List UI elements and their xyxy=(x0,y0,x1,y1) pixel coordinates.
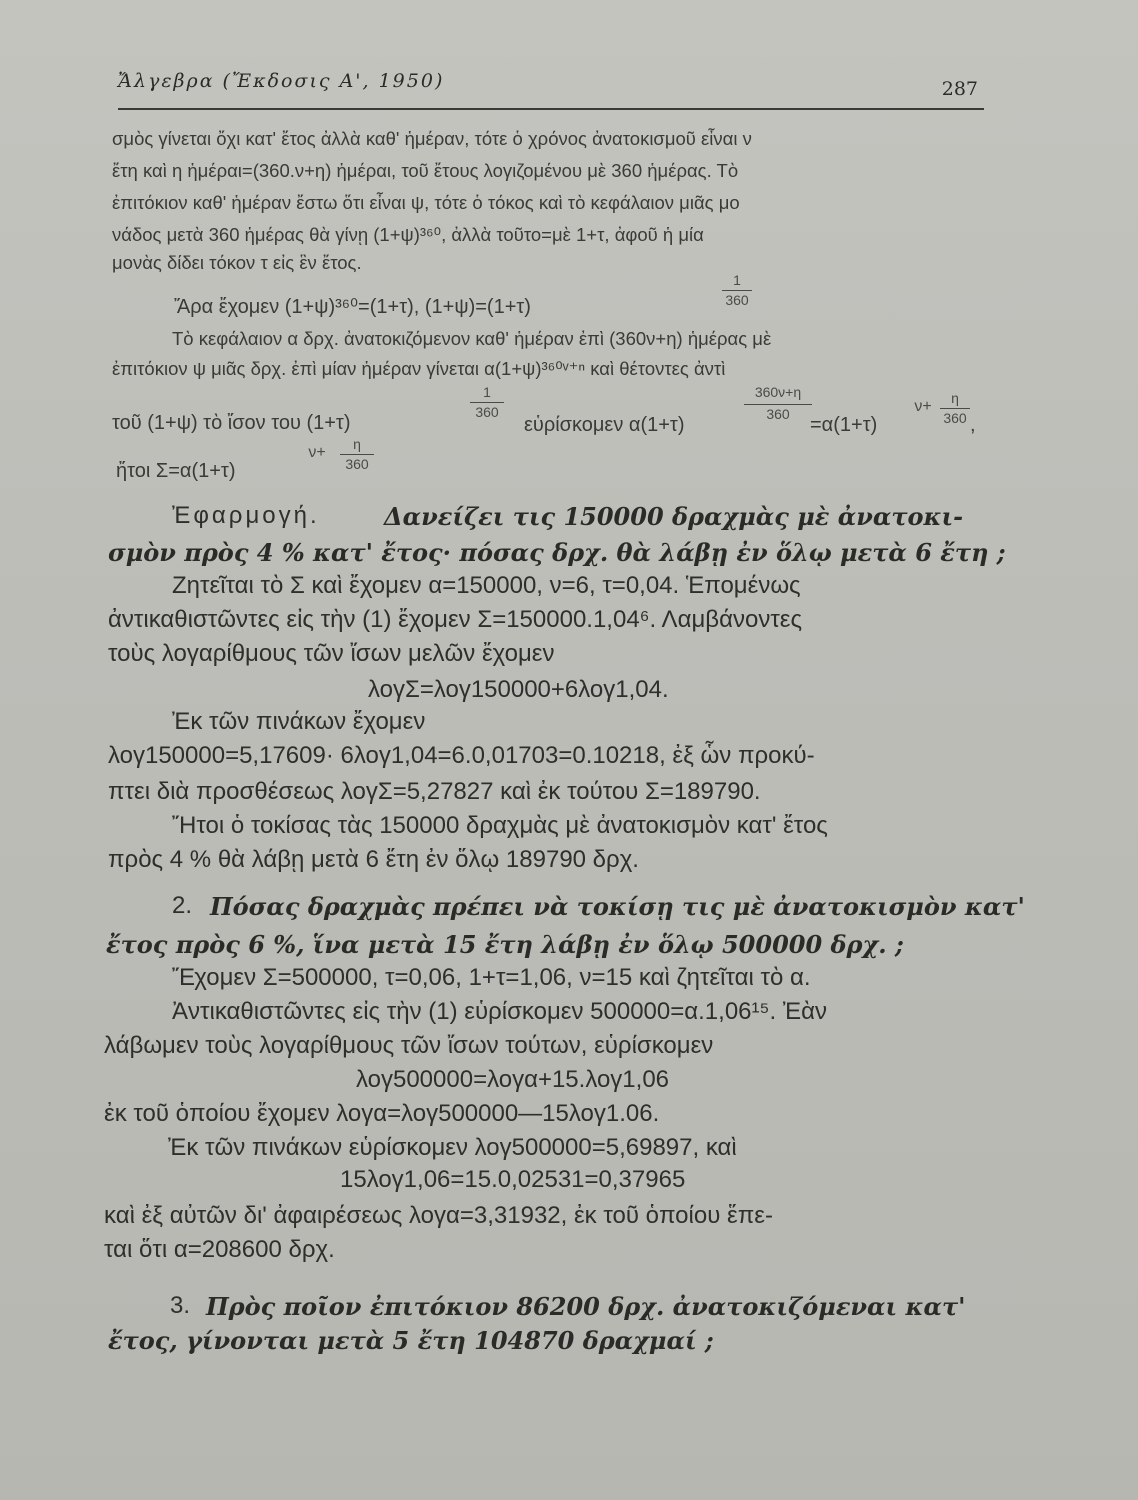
text-line: τοὺς λογαρίθμους τῶν ἴσων μελῶν ἔχομεν xyxy=(108,640,555,667)
text-line: ἀντικαθιστῶντες εἰς τὴν (1) ἔχομεν Σ=150000.1,04⁶. Λαμβάνοντες xyxy=(108,606,803,633)
text-line: νάδος μετὰ 360 ἡμέρας θὰ γίνῃ (1+ψ)³⁶⁰, ἀλλὰ τοῦτο=μὲ 1+τ, ἀφοῦ ἡ μία xyxy=(112,224,704,245)
text-line: Ἐκ τῶν πινάκων εὑρίσκομεν λογ500000=5,69897, καὶ xyxy=(168,1134,737,1161)
problem-number: 2. xyxy=(172,892,193,919)
exp-numerator: 1 xyxy=(483,384,491,400)
text-line: Ἤτοι ὁ τοκίσας τὰς 150000 δραχμὰς μὲ ἀνατοκισμὸν κατ' ἔτος xyxy=(172,812,828,839)
text-line: πτει διὰ προσθέσεως λογΣ=5,27827 καὶ ἐκ τούτου Σ=189790. xyxy=(108,778,761,805)
exp-variable: ν+ xyxy=(914,398,932,415)
text-line: ἐκ τοῦ ὁποίου ἔχομεν λογα=λογ500000—15λογ1.06. xyxy=(104,1100,660,1127)
fraction-bar xyxy=(722,290,752,291)
exp-numerator: 1 xyxy=(733,272,741,288)
application-label: Ἐφαρμογή. xyxy=(172,502,320,529)
formula-line: λογ500000=λογα+15.λογ1,06 xyxy=(356,1066,670,1093)
formula-line: 15λογ1,06=15.0,02531=0,37965 xyxy=(340,1166,686,1193)
formula-line: λογΣ=λογ150000+6λογ1,04. xyxy=(368,676,669,703)
question-line: ἔτος, γίνονται μετὰ 5 ἔτη 104870 δραχμαί ; xyxy=(108,1326,714,1355)
text-line: καὶ ἐξ αὐτῶν δι' ἀφαιρέσεως λογα=3,31932, ἐκ τοῦ ὁποίου ἕπε- xyxy=(104,1202,773,1229)
exp-denominator: 360 xyxy=(943,410,967,426)
page-header xyxy=(118,66,984,110)
exp-denominator: 360 xyxy=(345,456,369,472)
problem-number: 3. xyxy=(170,1292,191,1319)
text-line: πρὸς 4 % θὰ λάβῃ μετὰ 6 ἔτη ἐν ὅλῳ 189790 δρχ. xyxy=(108,846,639,873)
question-line: Πόσας δραχμὰς πρέπει νὰ τοκίσῃ τις μὲ ἀνατοκισμὸν κατ' xyxy=(210,892,1025,921)
text-line: λάβωμεν τοὺς λογαρίθμους τῶν ἴσων τούτων, εὑρίσκομεν xyxy=(104,1032,714,1059)
text-line: Ζητεῖται τὸ Σ καὶ ἔχομεν α=150000, ν=6, τ=0,04. Ἑπομένως xyxy=(172,572,801,599)
formula-text: Ἄρα ἔχομεν (1+ψ)³⁶⁰=(1+τ), (1+ψ)=(1+τ) xyxy=(174,296,531,318)
formula-part: τοῦ (1+ψ) τὸ ἴσον του (1+τ) xyxy=(112,412,351,434)
formula-tail: , xyxy=(970,414,976,436)
fraction-bar xyxy=(340,454,374,455)
question-line: Δανείζει τις 150000 δραχμὰς μὲ ἀνατοκι- xyxy=(384,502,964,531)
formula-text: ἤτοι Σ=α(1+τ) xyxy=(116,460,236,482)
fraction-bar xyxy=(940,408,970,409)
text-line: λογ150000=5,17609· 6λογ1,04=6.0,01703=0.10218, ἐξ ὧν προκύ- xyxy=(108,742,815,769)
exp-numerator: η xyxy=(353,436,361,452)
text-line: ἔτη καὶ η ἡμέραι=(360.ν+η) ἡμέραι, τοῦ ἔτους λογιζομένου μὲ 360 ἡμέρας. Τὸ xyxy=(112,160,739,181)
exp-numerator: η xyxy=(951,390,959,406)
page-number: 287 xyxy=(941,78,978,100)
exp-denominator: 360 xyxy=(766,406,790,422)
text-line: ται ὅτι α=208600 δρχ. xyxy=(104,1236,335,1263)
running-title: Ἄλγεβρα (Ἔκδοσις Α', 1950) xyxy=(118,70,445,92)
exp-variable: ν+ xyxy=(308,444,326,461)
text-line: Ἔχομεν Σ=500000, τ=0,06, 1+τ=1,06, ν=15 καὶ ζητεῖται τὸ α. xyxy=(172,964,811,991)
text-line: Τὸ κεφάλαιον α δρχ. ἀνατοκιζόμενον καθ' ἡμέραν ἐπὶ (360ν+η) ἡμέρας μὲ xyxy=(172,328,772,349)
text-line: Ἀντικαθιστῶντες εἰς τὴν (1) εὑρίσκομεν 500000=α.1,06¹⁵. Ἐὰν xyxy=(172,998,828,1025)
exp-denominator: 360 xyxy=(475,404,499,420)
exp-denominator: 360 xyxy=(725,292,749,308)
text-line: ἐπιτόκιον καθ' ἡμέραν ἔστω ὅτι εἶναι ψ, τότε ὁ τόκος καὶ τὸ κεφάλαιον μιᾶς μο xyxy=(112,192,740,213)
question-line: σμὸν πρὸς 4 % κατ' ἔτος· πόσας δρχ. θὰ λάβῃ ἐν ὅλῳ μετὰ 6 ἔτη ; xyxy=(108,538,1006,567)
formula-part: =α(1+τ) xyxy=(810,414,878,436)
text-line: μονὰς δίδει τόκον τ εἰς ἓν ἔτος. xyxy=(112,252,362,273)
fraction-bar xyxy=(470,402,504,403)
formula-part: εὑρίσκομεν α(1+τ) xyxy=(524,414,685,436)
question-line: Πρὸς ποῖον ἐπιτόκιον 86200 δρχ. ἀνατοκιζόμεναι κατ' xyxy=(206,1292,966,1321)
exp-numerator: 360ν+η xyxy=(754,384,802,400)
text-line: Ἐκ τῶν πινάκων ἔχομεν xyxy=(172,708,426,735)
question-line: ἔτος πρὸς 6 %, ἵνα μετὰ 15 ἔτη λάβῃ ἐν ὅλῳ 500000 δρχ. ; xyxy=(106,930,904,959)
text-line: ἐπιτόκιον ψ μιᾶς δρχ. ἐπὶ μίαν ἡμέραν γίνεται α(1+ψ)³⁶⁰ᵛ⁺ⁿ καὶ θέτοντες ἀντὶ xyxy=(112,358,726,379)
fraction-bar xyxy=(744,404,812,405)
text-line: σμὸς γίνεται ὄχι κατ' ἔτος ἀλλὰ καθ' ἡμέραν, τότε ὁ χρόνος ἀνατοκισμοῦ εἶναι ν xyxy=(112,128,752,149)
